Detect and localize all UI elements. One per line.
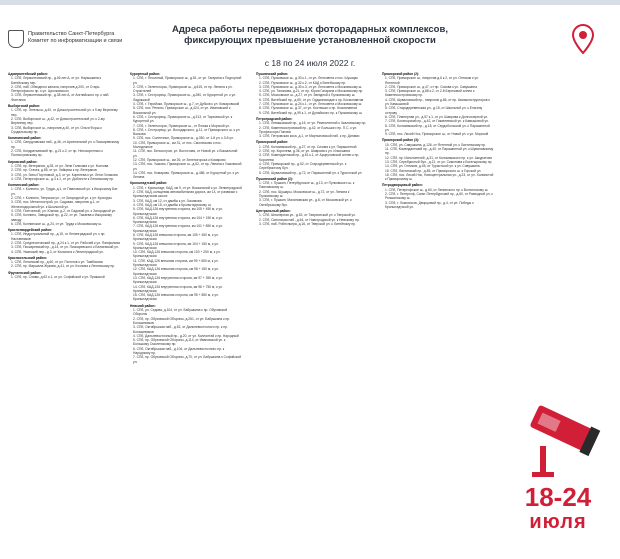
address-item: 5. СПб, пос. Репино, Приморское ш., д.424, от ул. Ивановской к Вокзальной ул.	[133, 106, 231, 115]
address-item: 3. СПб, ул. Зины Портновой, д.3, от ул. Корнеева к ул. Лени Голикова	[11, 172, 118, 177]
address-item: 7. СПб, пр. Обуховской Обороны, д.70, от ул. Бабушкина к Софийской ул.	[133, 355, 242, 364]
address-item: 3. СПб, КАД, км 12, от дамбы к ул. Зосимова	[133, 198, 202, 203]
government-logo	[8, 28, 128, 58]
date-range: с 18 по 24 июля 2022 г.	[264, 58, 356, 68]
address-item: 3. СПб, г. Сестрорецк, Приморское ш., д.280, от Курортной ул. к ул. Ладожской	[133, 93, 237, 102]
address-item: 1. СПб, г. Пушкин, Петербургское ш., д.13, от Пулковского ш. к Павловскому ш.	[259, 181, 355, 190]
address-item: 3. СПб, Выборгское ш., напротив д.40, от ул. Ольги Форш к Суздальскому пр.	[11, 125, 102, 134]
address-item: 1. СПб, Свердловская наб., д.46, от Арсенальной ул. к Пискаревскому пр.	[11, 140, 120, 149]
address-item: 11. СПб, Комендантский пр., д.40, от Парашютной ул. к Шуваловскому пр.	[385, 147, 494, 156]
top-strip	[0, 0, 620, 5]
district-heading: Красносельский район:	[8, 255, 47, 260]
address-item: 1. СПб, Приморское ш., напротив д.6 к.2, от ул. Оптиков к ул. Яхтенной	[385, 76, 479, 85]
address-item: 4. СПб, ул. Типанова, д.21, от пр. Юрия Гагарина к Московскому пр.	[259, 89, 364, 94]
column-1	[8, 70, 120, 279]
district-heading: Колпинский район:	[8, 183, 40, 188]
district-heading: Невский район:	[130, 303, 156, 308]
address-item: 6. СПб, Октябрьская наб., д.104, от Дальневосточного пр. к Народному пр.	[133, 346, 225, 355]
address-item: 5. СПб, Колпино, Заводской пр., д.22, от ул. Тазаева к Ижорскому заводу	[11, 213, 112, 222]
district-heading: Курортный район:	[130, 72, 161, 76]
address-item: 2. СПб, Кондратьевский пр., д.21 к.2, от пр. Непокоренных к Полюстровскому пр.	[11, 149, 103, 158]
address-item: 13. СПб, пос. Ушково, Приморское ш., д.62, от пр. Ленина к Ушковской ул.	[133, 162, 242, 171]
address-item: 9. СПб, пос. Лисий Нос, Приморское ш., от Новой ул. к ул. Морской	[385, 132, 489, 137]
address-item: 3. СПб, Комендантский пр., д.51 к.1, от Арцеуловской аллеи к пр. Королева	[259, 153, 360, 162]
address-item: 8. СПб, Пулковское ш., д.37, от ул. Костюшко к пр. Космонавтов	[259, 106, 357, 111]
address-item: 15. СПб, Лахтинский пр., д.85, от Приморского ш. к Горской ул.	[385, 168, 482, 173]
address-item: 2. СПб, Синопская наб., д.64, от Новгородской ул. к Невскому пр.	[259, 217, 360, 222]
address-item: 9. СПб, Витебский пр., д.99 к.1, от Дунайского пр. к Пулковскому ш.	[259, 110, 363, 115]
address-item: 12. СПб, пр. Испытателей, д.31, от Коломяжского пр. к ул. Аккуратова	[385, 155, 492, 160]
address-item: 8. СПб, КАД-126 внешняя сторона, км 105 + 450 м, к ул. Кронштадтская	[133, 232, 219, 242]
address-item: 13. СПб, Серебристый бул., д.21, от ул. Симонова к Богатырскому пр.	[385, 159, 493, 164]
address-item: 9. СПб, пос. Солнечное, Приморское ш., д.350, от 1-й ул. к 3-й ул.	[133, 136, 234, 141]
address-item: 13. СПб, КАД-126 внутренняя сторона, км 97 + 350 м, к ул. Кронштадтская	[133, 275, 223, 285]
logo-line-1: Правительство Санкт-Петербурга	[28, 31, 115, 37]
address-item: 10. СПб, ул. Савушкина, д.126, от Яхтенной ул. к Лахтинскому пр.	[385, 142, 487, 147]
address-item: 9. СПб, КАД-126 внешняя сторона, км 104 + 150 м, к ул. Кронштадтская	[133, 241, 219, 250]
address-item: 6. СПб, Планерная ул., д.57 к.1, от ул. Шаврова к Долгоозерной ул.	[385, 114, 489, 119]
address-item: 5. СПб, пр. Обуховской Обороны, д.114, от Ивановской ул. к Большому Смоленскому пр.	[133, 338, 226, 347]
district-heading: Пушкинский район:	[256, 72, 289, 76]
district-heading: Фрунзенский район:	[8, 270, 42, 275]
district-heading: Центральный район:	[256, 208, 291, 213]
address-item: 4. СПб, г. Терийоки, Приморское ш., д.7, от Дубков к ул. Комаровской	[133, 102, 240, 107]
address-item: 14. СПб, пос. Комарово, Приморское ш., д.486, от Курортной ул. к ул. Ленина	[133, 170, 240, 180]
address-item: 3. СПб, пос. Металлострой, ул. Садовая, напротив д.1, от Железнодорожной ул. к Школьной ул.	[11, 200, 100, 209]
logo-line-2: Комитет по информатизации и связи	[28, 38, 123, 44]
address-item: 2. СПб, Приморское ш., д.47, от пр. Сизова к ул. Савушкина	[385, 84, 478, 89]
address-item: 7. СПб, Пулковское ш., д.24 к.1, от ул. Ленсовета к Московскому ш.	[259, 102, 363, 107]
address-item: 3. СПб, г. Ломоносов, Дворцовый пр., д.4, от ул. Победы к Кронштадтской ул.	[385, 200, 474, 209]
address-item: 7. СПб, г. Зеленогорск, Приморское ш., от Пляжа к Морской ул.	[133, 123, 230, 128]
district-heading: Приморский район (2):	[382, 72, 420, 76]
address-item: 1. СПб, Лермонтовский пр., д.46 лит.А, от ул. Нарышкина к Батейскому пер.	[11, 76, 102, 85]
address-item: 1. СПб, Коломяжский пр., д.27, от пр. Сизова к ул. Парашютной	[259, 144, 357, 149]
location-pin-icon	[572, 24, 594, 54]
address-item: 1. СПб, пр. Ветеранов, д.28, от ул. Лени Голикова к ул. Козлова	[11, 163, 109, 168]
address-item: 1. СПб, пр. Энгельса, д.40, от Домостроительной ул. к 9-му Верхнему пер.	[11, 108, 118, 117]
address-item: 2. СПб, г. Петергоф, Санкт-Петербургский пр., д.60, от Разводной ул. к Ропшинскому ш.	[385, 192, 493, 201]
address-item: 3. СПб, Октябрьская наб., д.52, от Дальневосточного пр. к пр. Большевиков	[133, 325, 228, 334]
address-item: 2. СПб, пр. Королева, д.36, от ул. Шаврова к ул. Ильюшина	[259, 149, 350, 154]
address-item: 6. СПб, г. Сестрорецк, Приморское ш., д.313, от Тарховской ул. к Курортной ул.	[133, 114, 233, 124]
district-heading: Петродворцовый район:	[382, 183, 423, 188]
district-heading: Петроградский район:	[256, 116, 293, 121]
address-item: 16. СПб, пос. Лисий Нос, Новоцентральная ул., д.23, от ул. Холмистой к Приморскому ш.	[385, 172, 494, 182]
address-item: 1. СПб, Левашовский пр., д.16, от ул. Ремесленной к Чкаловскому пр.	[259, 121, 367, 126]
coat-of-arms-icon	[8, 30, 24, 48]
address-item: 2. СПб, КАД, кольцевая автомобильная дорога, км 14, от развязки с Кронштадтским шоссе	[133, 190, 238, 199]
address-item: 7. СПб, КАД-126 внутренняя сторона, км 101 + 850 м, к ул. Кронштадтская	[133, 224, 223, 233]
address-item: 15. СПб, КАД-126 внешняя сторона, км 95 + 850 м, к ул. Кронштадтская	[133, 293, 219, 302]
address-item: 2. СПб, Среднеохтинский пр., д.24 к.1, от ул. Рабочей к ул. Панфилова	[11, 240, 120, 245]
address-item: 3. СПб, Лермонтовский пр., д.38 лит.А, от Английского пр. к наб. Фонтанки	[11, 93, 110, 102]
badge-dates: 18-24	[524, 482, 592, 512]
address-item: 2. СПб, пр. Стачек, д.85, от ул. Зайцева к пр. Ветеранов	[11, 168, 97, 173]
address-item: 4. СПб, КАД, км 15, от дамбы к Кронштадтскому ш.	[133, 202, 212, 207]
column-2	[130, 70, 242, 364]
address-item: 1. СПб, Шпалерная ул., д.52, от Таврической ул. к Тверской ул.	[259, 213, 356, 218]
address-item: 12. СПб, КАД-126 внешняя сторона, км 98 + 150 м, к ул. Кронштадтская	[133, 267, 219, 276]
address-item: 1. СПб, Петергофское ш., д.60, от Ленинского пр. к Волхонскому ш.	[385, 187, 489, 192]
address-item: 1. СПб, Ленинский пр., д.60, от ул. Пилотов к ул. Тамбасова	[11, 260, 103, 265]
address-item: 3. СПб, Пискаревский пр., д.14, от ул. Пискаревского к Беляевской ул.	[11, 245, 119, 250]
district-heading: Калининский район:	[8, 136, 42, 141]
address-item: 5. СПб, Стародеревенская ул., д.15, от Школьной ул. к Елагину острову	[385, 106, 483, 115]
district-heading: Кировский район:	[8, 159, 38, 164]
address-item: 10. СПб, КАД-126 внешняя сторона, км 100 + 250 м, к ул. Кронштадтская	[133, 250, 221, 259]
badge-month: июля	[529, 511, 587, 533]
address-item: 5. СПб, Московское ш., д.27, от ул. Звездной к Пулковскому ш.	[259, 93, 356, 98]
district-heading: Кронштадтский район:	[130, 181, 168, 186]
address-item: 11. СПб, пос. Белоостров, ул. Восточная, от Новой ул. к Вокзальной ул.	[133, 149, 238, 158]
address-item: 1. СПб, ул. Седова, д.104, от ул. Бабушкина к пр. Обуховской Обороны	[133, 308, 228, 317]
address-item: 4. СПб, Шуваловский пр., напротив д.66, от пр. Авиаконструкторов к ул. Камышовой	[385, 97, 490, 107]
address-item: 6. СПб, Колпинское ш., д.24, от ул. Труда к Московскому ш.	[11, 221, 103, 226]
district-heading: Приморский район:	[256, 140, 289, 145]
column-3	[256, 70, 368, 226]
address-item: 3. СПб, Приморское ш., д.88 к.2, от 2-й Березовой аллеи к Каменноостровскому пр.	[385, 89, 475, 98]
address-item: 1. СПб, г. Колпино, ул. Труда, д.1, от Павловской ул. к Ижорскому Бат. ул.	[11, 187, 119, 196]
address-item: 4. СПб, Приморский пр., д.52, от Стародеревенской ул. к Серебристому бул.	[259, 161, 347, 171]
address-item: 2. СПб, Выборгское ш., д.42, от Домостроительной ул. к 2-му Верхнему пер.	[11, 116, 105, 126]
address-item: 2. СПб, Пулковское ш., д.32 к.2, от КАД к Витебскому пр.	[259, 80, 347, 85]
address-item: 1. СПб, Пулковское ш., д.30 к.1, от ул. Ленсовета к пос. Шушары	[259, 76, 358, 81]
address-item: 14. СПб, ул. Оптиков, д.45, от Туристской ул. к ул. Савушкина	[385, 164, 480, 169]
address-item: 12. СПб, Приморское ш., км 26, от Зеленогорска к Комарово	[133, 157, 226, 162]
address-item: 6. СПб, КАД-126 внутренняя сторона, км 104 + 150 м, к ул. Кронштадтская	[133, 215, 223, 225]
address-item: 4. СПб, Петергофское ш., д.3 к.1, от ул. Доблести к Ленинскому пр.	[11, 176, 115, 181]
address-item: 14. СПб, КАД-126 внутренняя сторона, км 96 + 750 м, к ул. Кронштадтская	[133, 284, 223, 293]
speed-camera-icon	[510, 398, 605, 478]
address-item: 2. СПб, Каменноостровский пр., д.42, от Большого пр. П.С. к ул. Профессора Попова	[259, 125, 358, 134]
page-title: Адреса работы передвижных фоторадарных комплексов, фиксирующих превышение установленной скорости	[172, 24, 448, 46]
address-item: 1. СПб, Индустриальный пр., д.15, от Ленинградской ул. к пр. Наставников	[11, 232, 106, 241]
address-item: 10. СПб, Приморское ш., км 31, от пос. Смолячково к пос. Молодежное	[133, 140, 222, 150]
address-item: 2. СПб, пр. Обуховской Обороны, д.261, от ул. Бабушкина к пр. Большевиков	[133, 316, 231, 325]
address-item: 3. СПб, Петровская коса, д.1, от Мартыновской наб. к пр. Динамо	[259, 134, 360, 139]
district-heading: Красногвардейский район:	[8, 228, 53, 233]
district-heading: Выборгский район:	[8, 104, 41, 109]
address-item: 7. СПб, Богатырский пр., д.42, от Гаккелевской ул. к Камышовой ул.	[385, 119, 489, 124]
address-item: 4. СПб, Понтонный, ул. Южная, д.2, от Садовой ул. к Загородной ул.	[11, 208, 117, 213]
address-item: 5. СПб, КАД-126 внутренняя сторона, км 105 + 450 м, к ул. Кронштадтская	[133, 207, 223, 216]
address-item: 8. СПб, Коломяжский пр., д.18, от Сердобольской ул. к Парашютной ул.	[385, 123, 490, 132]
district-heading: Пушкинский район (2):	[256, 176, 293, 181]
address-item: 2. СПб, г. Колпино, Тверская ул., от Загородной ул. к ул. Культуры	[11, 196, 112, 201]
address-item: 4. СПб, Уманский пер., д.3, от Косыгина к Ленинградской ул.	[11, 249, 104, 254]
column-4	[382, 70, 494, 209]
address-item: 8. СПб, г. Сестрорецк, ул. Володарского, д.11, от Приморского ш. к ул. Воскова	[133, 127, 241, 137]
address-item: 3. СПб, Пулковское ш., д.30 к.3, от ул. Ленсовета к Московскому ш.	[259, 84, 363, 89]
address-item: 2. СПб, пос. Шушары, Московское ш., д.72, от ул. Ленина к Пулковскому ш.	[259, 189, 350, 199]
district-heading: Приморский район (3):	[382, 138, 420, 143]
address-item: 2. СПб, наб. Обводного канала, напротив д.200, от Старо-Петергофского пр. к ул. Циолковского	[11, 84, 101, 94]
address-item: 1. СПб, пр. Славы, д.62 к.1, от ул. Софийской к ул. Пражской	[11, 275, 105, 280]
address-item: 4. СПб, Дальневосточный пр., д.20, от ул. Коллонтай к пр. Народный	[133, 333, 239, 338]
address-item: 1. СПб, г. Песочный, Приморское ш., д.81, от ул. Гагарина к Подгорной ул.	[133, 76, 242, 85]
address-item: 3. СПб, г. Пушкин, Малиновская ул., д.8, от Московской ул. к Октябрьскому бул.	[259, 198, 352, 207]
address-item: 1. СПб, г. Кронштадт, КАД, км 9, от ул. Вокзальной к ул. Ленинградской	[133, 185, 242, 190]
address-item: 2. СПб, пр. Маршала Жукова, д.41, от ул. Козлова к Ленинскому пр.	[11, 264, 116, 269]
address-item: 11. СПб, КАД-126 внешняя сторона, км 99 + 650 м, к ул. Кронштадтская	[133, 258, 219, 268]
district-heading: Адмиралтейский район:	[8, 72, 48, 76]
address-item: 5. СПб, Шуваловский пр., д.72, от Парашютной ул. к Туристской ул.	[259, 170, 363, 175]
address-item: 3. СПб, наб. Робеспьера, д.16, от Тверской ул. к Литейному пр.	[259, 221, 356, 226]
address-item: 6. СПб, Витебский пр., д.69, от ул. Орджоникидзе к пр. Космонавтов	[259, 97, 364, 102]
address-item: 2. СПб, г. Зеленогорск, Приморское ш., д.515, от пр. Ленина к ул. Строителей	[133, 84, 233, 94]
